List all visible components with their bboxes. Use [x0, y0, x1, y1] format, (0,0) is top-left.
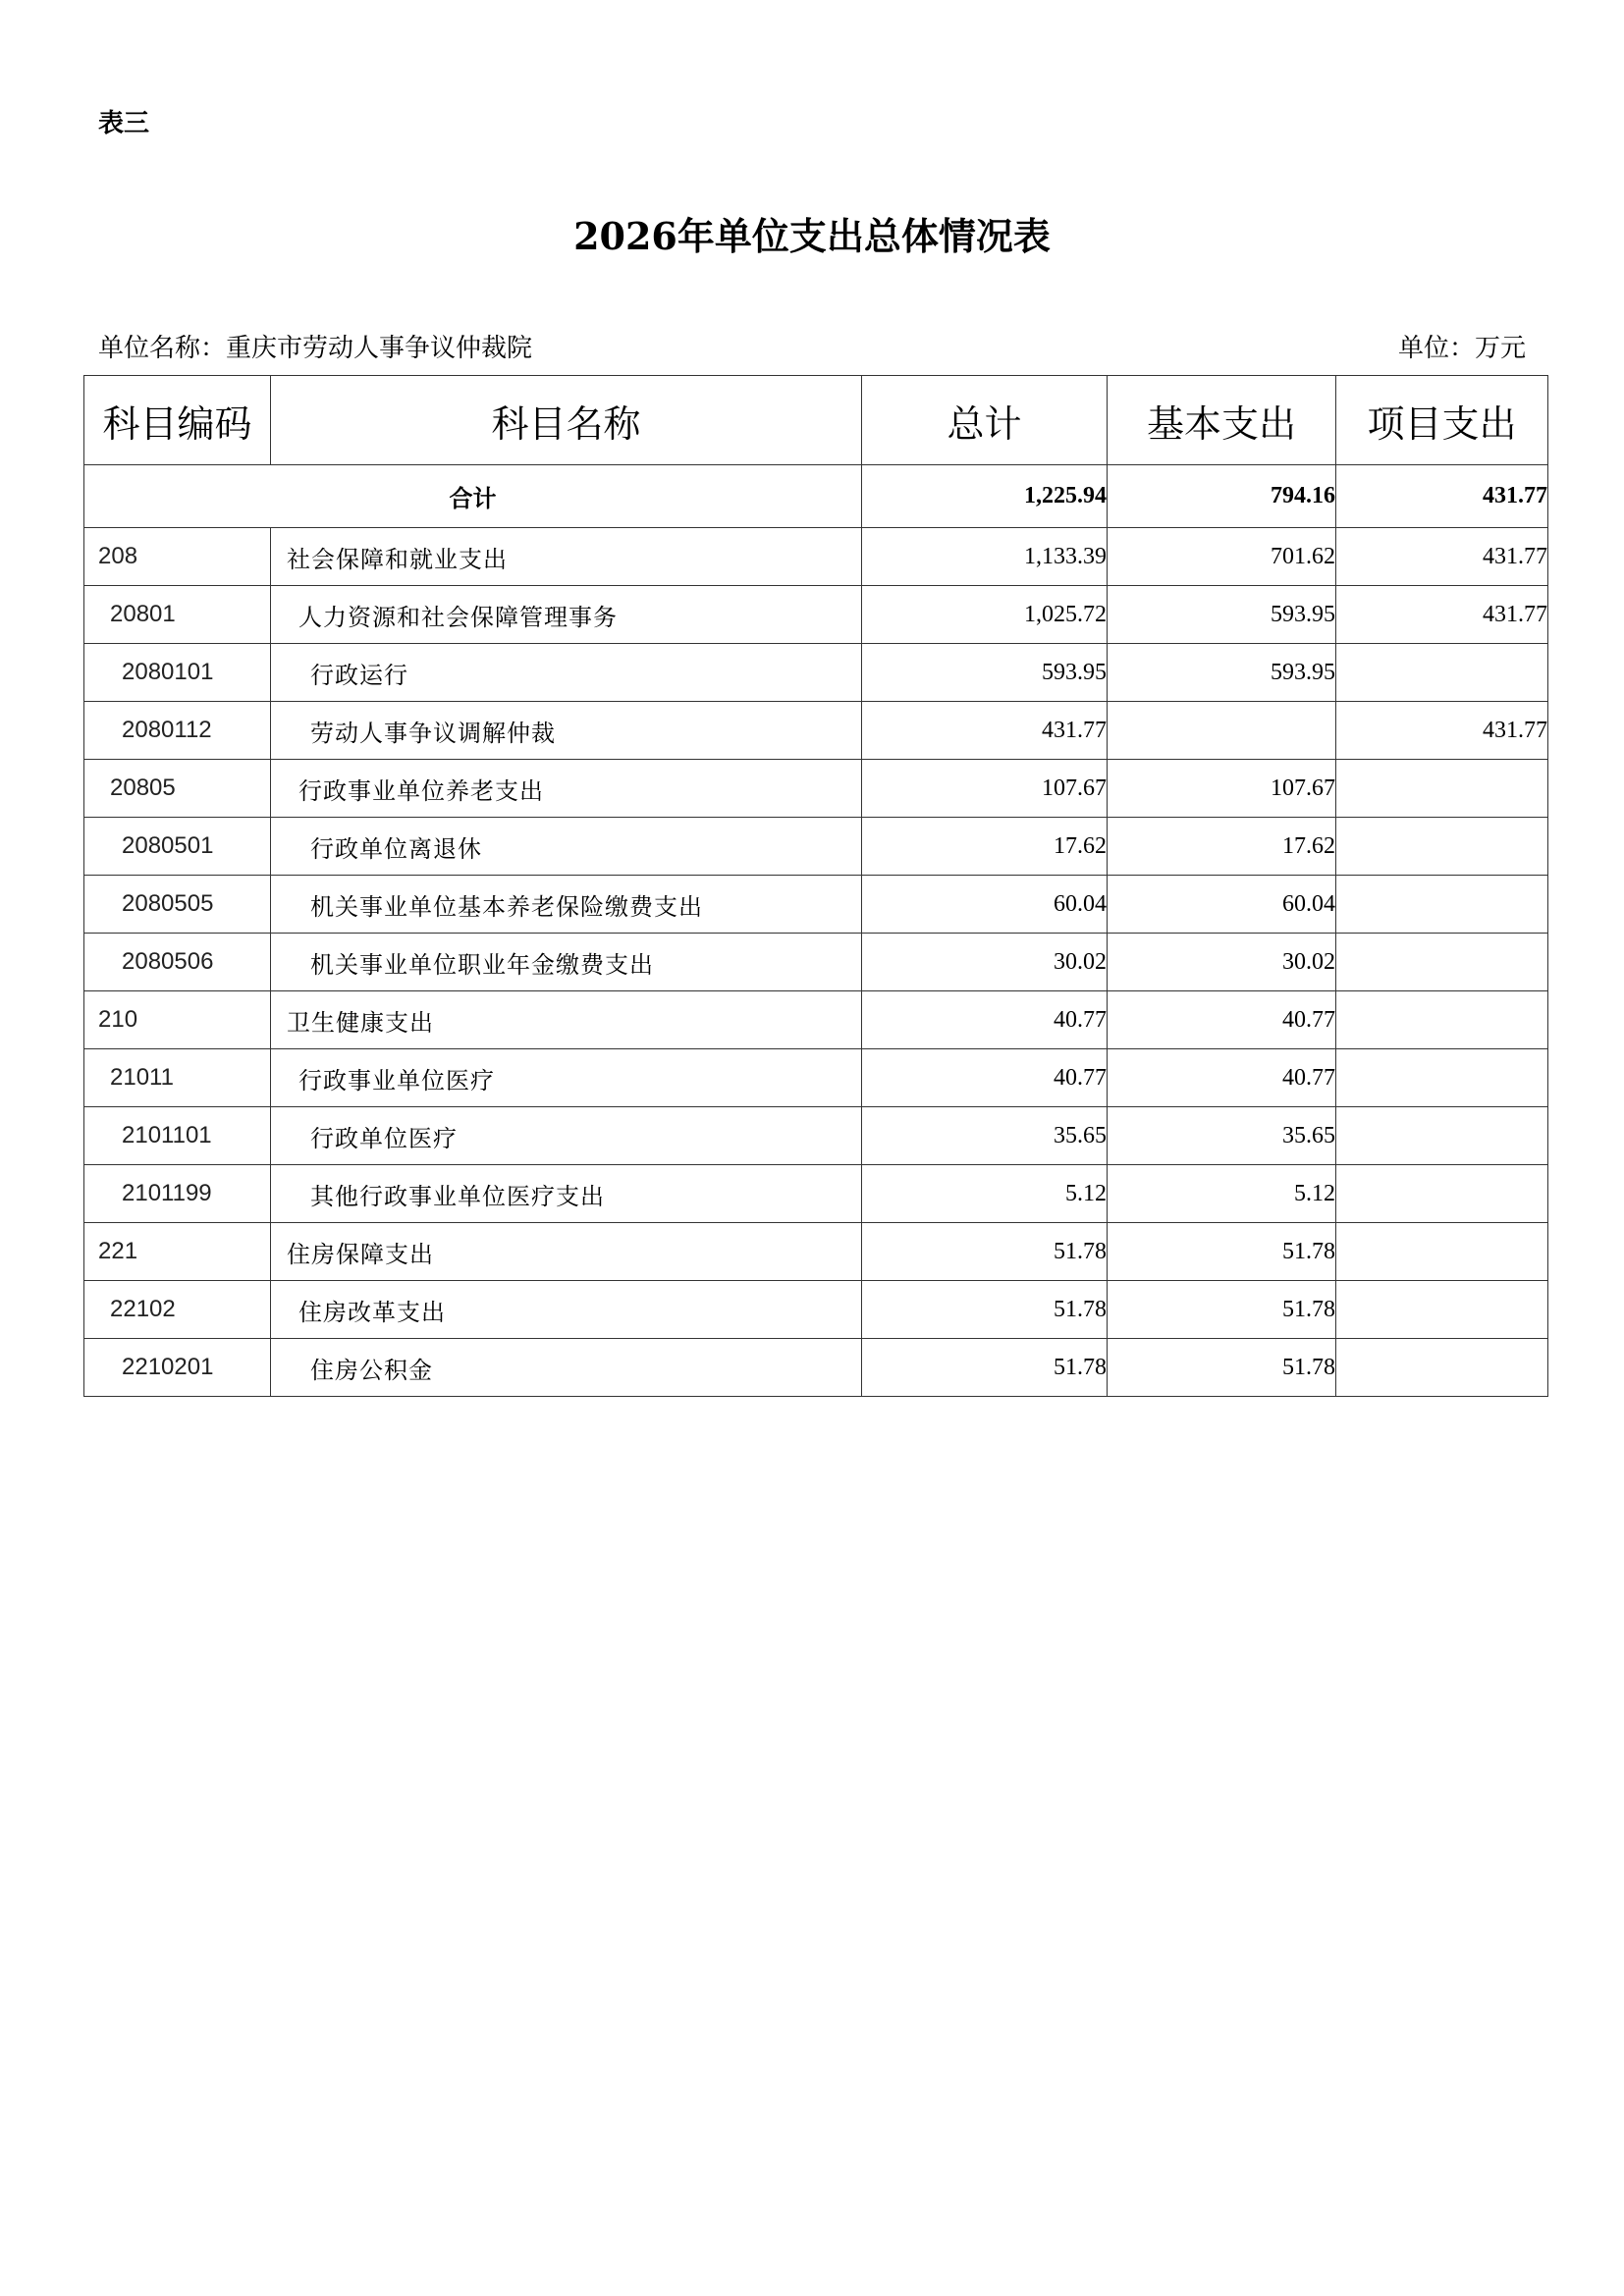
row-project — [1336, 818, 1548, 876]
row-code: 2080506 — [84, 934, 271, 991]
row-total: 1,133.39 — [862, 528, 1108, 586]
expenditure-table — [83, 375, 1548, 1397]
row-name: 行政事业单位养老支出 — [271, 760, 862, 818]
table-row — [84, 760, 1548, 818]
table-row — [84, 991, 1548, 1049]
row-name: 行政单位医疗 — [271, 1107, 862, 1165]
row-project — [1336, 1223, 1548, 1281]
row-total: 107.67 — [862, 760, 1108, 818]
row-basic: 40.77 — [1108, 991, 1336, 1049]
row-project — [1336, 1281, 1548, 1339]
row-basic: 5.12 — [1108, 1165, 1336, 1223]
table-row — [84, 818, 1548, 876]
row-project — [1336, 644, 1548, 702]
row-basic: 35.65 — [1108, 1107, 1336, 1165]
row-name: 住房保障支出 — [271, 1223, 862, 1281]
row-total: 35.65 — [862, 1107, 1108, 1165]
row-name: 行政事业单位医疗 — [271, 1049, 862, 1107]
row-code: 22102 — [84, 1281, 271, 1339]
row-project — [1336, 1049, 1548, 1107]
row-basic — [1108, 702, 1336, 760]
total-row — [84, 465, 1548, 528]
row-total: 51.78 — [862, 1281, 1108, 1339]
row-total: 51.78 — [862, 1339, 1108, 1397]
row-name: 其他行政事业单位医疗支出 — [271, 1165, 862, 1223]
row-basic: 30.02 — [1108, 934, 1336, 991]
row-name: 机关事业单位职业年金缴费支出 — [271, 934, 862, 991]
row-code: 210 — [84, 991, 271, 1049]
table-row — [84, 1281, 1548, 1339]
row-total: 5.12 — [862, 1165, 1108, 1223]
row-project — [1336, 1165, 1548, 1223]
unit-label: 单位：万元 — [1397, 334, 1526, 363]
row-total: 1,025.72 — [862, 586, 1108, 644]
row-total: 17.62 — [862, 818, 1108, 876]
unit-name: 单位名称：重庆市劳动人事争议仲裁院 — [98, 334, 533, 363]
table-label: 表三 — [98, 109, 150, 138]
table-row — [84, 1049, 1548, 1107]
table-row — [84, 702, 1548, 760]
table-row — [84, 586, 1548, 644]
row-code: 21011 — [84, 1049, 271, 1107]
row-project — [1336, 934, 1548, 991]
row-name: 劳动人事争议调解仲裁 — [271, 702, 862, 760]
column-header-code: 科目编码 — [84, 376, 271, 465]
row-code: 208 — [84, 528, 271, 586]
row-project: 431.77 — [1336, 586, 1548, 644]
row-name: 人力资源和社会保障管理事务 — [271, 586, 862, 644]
row-total: 30.02 — [862, 934, 1108, 991]
row-total: 431.77 — [862, 702, 1108, 760]
row-project — [1336, 1339, 1548, 1397]
row-name: 行政单位离退休 — [271, 818, 862, 876]
row-basic: 593.95 — [1108, 586, 1336, 644]
row-code: 20801 — [84, 586, 271, 644]
row-basic: 51.78 — [1108, 1339, 1336, 1397]
total-project: 431.77 — [1336, 465, 1548, 528]
row-code: 2080501 — [84, 818, 271, 876]
row-basic: 701.62 — [1108, 528, 1336, 586]
row-name: 住房公积金 — [271, 1339, 862, 1397]
row-name: 机关事业单位基本养老保险缴费支出 — [271, 876, 862, 934]
row-code: 221 — [84, 1223, 271, 1281]
row-total: 593.95 — [862, 644, 1108, 702]
column-header-total: 总计 — [862, 376, 1108, 465]
table-header-row — [84, 376, 1548, 465]
row-project — [1336, 876, 1548, 934]
column-header-name: 科目名称 — [271, 376, 862, 465]
row-project — [1336, 991, 1548, 1049]
total-basic: 794.16 — [1108, 465, 1336, 528]
table-row — [84, 644, 1548, 702]
table-row — [84, 1223, 1548, 1281]
row-total: 40.77 — [862, 991, 1108, 1049]
row-code: 2210201 — [84, 1339, 271, 1397]
row-name: 住房改革支出 — [271, 1281, 862, 1339]
document-title: 2026年单位支出总体情况表 — [573, 214, 1051, 258]
row-basic: 60.04 — [1108, 876, 1336, 934]
table-row — [84, 934, 1548, 991]
row-basic: 593.95 — [1108, 644, 1336, 702]
row-total: 40.77 — [862, 1049, 1108, 1107]
row-name: 社会保障和就业支出 — [271, 528, 862, 586]
row-project — [1336, 760, 1548, 818]
total-label: 合计 — [84, 465, 862, 528]
row-name: 卫生健康支出 — [271, 991, 862, 1049]
row-code: 2101199 — [84, 1165, 271, 1223]
row-code: 2101101 — [84, 1107, 271, 1165]
row-basic: 51.78 — [1108, 1223, 1336, 1281]
row-basic: 107.67 — [1108, 760, 1336, 818]
column-header-basic: 基本支出 — [1108, 376, 1336, 465]
row-basic: 40.77 — [1108, 1049, 1336, 1107]
table-row — [84, 876, 1548, 934]
row-code: 2080112 — [84, 702, 271, 760]
row-project: 431.77 — [1336, 702, 1548, 760]
table-row — [84, 1107, 1548, 1165]
row-basic: 17.62 — [1108, 818, 1336, 876]
table-row — [84, 1339, 1548, 1397]
column-header-project: 项目支出 — [1336, 376, 1548, 465]
row-code: 2080101 — [84, 644, 271, 702]
row-name: 行政运行 — [271, 644, 862, 702]
table-row — [84, 528, 1548, 586]
row-code: 20805 — [84, 760, 271, 818]
row-total: 51.78 — [862, 1223, 1108, 1281]
row-basic: 51.78 — [1108, 1281, 1336, 1339]
row-code: 2080505 — [84, 876, 271, 934]
row-total: 60.04 — [862, 876, 1108, 934]
row-project: 431.77 — [1336, 528, 1548, 586]
row-project — [1336, 1107, 1548, 1165]
table-row — [84, 1165, 1548, 1223]
total-total: 1,225.94 — [862, 465, 1108, 528]
